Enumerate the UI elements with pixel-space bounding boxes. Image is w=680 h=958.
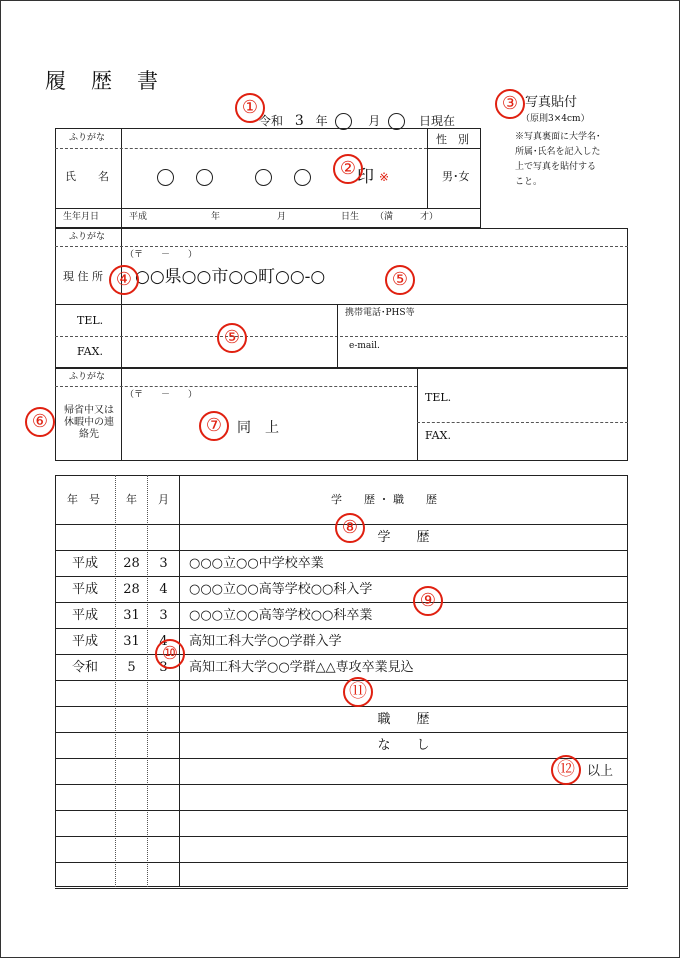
blank-circle xyxy=(196,169,213,186)
history-entry: ○○○立○○高等学校○○科入学 xyxy=(189,582,373,597)
history-entry: 職 歴 xyxy=(377,712,430,727)
history-header-content: 学 歴 ・ 職 歴 xyxy=(331,493,437,506)
row-divider xyxy=(55,680,628,681)
history-entry: 以上 xyxy=(586,764,613,779)
fax-label: FAX. xyxy=(77,345,103,358)
address-postal: （〒 － ） xyxy=(125,250,198,260)
history-header-month: 月 xyxy=(158,493,169,506)
row-divider xyxy=(55,732,628,733)
contact-label: 帰省中又は休暇中の連絡先 xyxy=(64,405,114,440)
contact-fax-label: FAX. xyxy=(425,429,451,442)
row-divider xyxy=(55,758,628,759)
history-month: 3 xyxy=(159,608,168,623)
address-value: ○○県○○市○○町○○-○ xyxy=(135,267,326,287)
birth-era: 平成 xyxy=(129,212,148,222)
date-year: 3 xyxy=(294,113,304,129)
date-era: 令和 xyxy=(259,114,284,128)
history-month: 3 xyxy=(159,660,168,675)
seal-note: ※ xyxy=(379,170,390,184)
history-era: 平成 xyxy=(71,556,98,571)
blank-circle xyxy=(255,169,272,186)
marker-8: ⑧ xyxy=(335,513,365,543)
row-divider xyxy=(55,888,628,889)
marker-5-tel: ⑤ xyxy=(217,323,247,353)
row-divider xyxy=(55,836,628,837)
photo-size: （原則3×4cm） xyxy=(521,114,590,124)
row-divider xyxy=(55,862,628,863)
page-title: 履 歴 書 xyxy=(45,69,160,93)
history-year: 28 xyxy=(123,582,140,597)
name-label: 氏 名 xyxy=(65,170,109,183)
address-block xyxy=(55,228,628,368)
contact-postal: （〒 － ） xyxy=(125,390,198,400)
history-era: 平成 xyxy=(71,582,98,597)
marker-5-address: ⑤ xyxy=(385,265,415,295)
blank-circle xyxy=(157,169,174,186)
marker-10: ⑩ xyxy=(155,639,185,669)
row-divider xyxy=(55,810,628,811)
date-month-label: 月 xyxy=(368,114,381,128)
gender-value: 男･女 xyxy=(442,170,470,183)
marker-7: ⑦ xyxy=(199,411,229,441)
row-divider xyxy=(55,550,628,551)
marker-6: ⑥ xyxy=(25,407,55,437)
marker-1: ① xyxy=(235,93,265,123)
history-entry: ○○○立○○高等学校○○科卒業 xyxy=(189,608,373,623)
birth-year: 年 xyxy=(211,212,221,222)
history-year: 31 xyxy=(123,634,140,649)
row-divider xyxy=(55,628,628,629)
history-era: 平成 xyxy=(71,608,98,623)
history-year: 28 xyxy=(123,556,140,571)
tel-label: TEL. xyxy=(77,314,104,327)
history-year: 31 xyxy=(123,608,140,623)
address-furigana-label: ふりがな xyxy=(69,232,106,242)
date-day-label: 日現在 xyxy=(418,114,455,128)
gender-label: 性 別 xyxy=(436,133,469,146)
history-era: 令和 xyxy=(71,660,98,675)
history-entry: ○○○立○○中学校卒業 xyxy=(189,556,324,571)
birth-month: 月 xyxy=(277,212,287,222)
email-label: e-mail. xyxy=(349,341,380,351)
contact-tel-label: TEL. xyxy=(425,391,452,404)
history-header-year: 年 xyxy=(126,493,137,506)
contact-value: 同 上 xyxy=(237,420,279,436)
history-month: 3 xyxy=(159,556,168,571)
contact-furigana-label: ふりがな xyxy=(69,372,106,382)
row-divider xyxy=(55,602,628,603)
name-placeholder xyxy=(157,169,311,186)
furigana-label: ふりがな xyxy=(69,133,106,143)
seal-mark: 印 xyxy=(357,167,374,187)
history-entry: 高知工科大学○○学群入学 xyxy=(189,634,342,649)
history-era: 平成 xyxy=(71,634,98,649)
history-month: 4 xyxy=(159,582,168,597)
birth-label: 生年月日 xyxy=(63,212,100,222)
marker-9: ⑨ xyxy=(413,586,443,616)
marker-4: ④ xyxy=(109,265,139,295)
contact-block xyxy=(55,368,628,461)
photo-label: 写真貼付 xyxy=(525,95,578,110)
blank-circle xyxy=(294,169,311,186)
history-year: 5 xyxy=(127,660,136,675)
mobile-label: 携帯電話･PHS等 xyxy=(345,308,415,318)
marker-2: ② xyxy=(333,154,363,184)
marker-3: ③ xyxy=(495,89,525,119)
address-label: 現 住 所 xyxy=(63,270,103,283)
row-divider xyxy=(55,576,628,577)
history-entry: な し xyxy=(377,738,430,753)
history-entry: 高知工科大学○○学群△△専攻卒業見込 xyxy=(189,660,414,675)
age-field: （満 才） xyxy=(375,212,439,222)
history-entry: 学 歴 xyxy=(377,530,430,545)
birth-day: 日生 xyxy=(341,212,360,222)
row-divider xyxy=(55,706,628,707)
row-divider xyxy=(55,784,628,785)
history-month: 4 xyxy=(159,634,168,649)
photo-note: ※写真裏面に大学名･所属･氏名を記入した上で写真を貼付すること。 xyxy=(515,132,601,187)
marker-12: ⑫ xyxy=(551,755,581,785)
marker-11: ⑪ xyxy=(343,677,373,707)
row-divider xyxy=(55,654,628,655)
date-year-label: 年 xyxy=(315,114,328,128)
history-header-era: 年 号 xyxy=(67,493,100,506)
